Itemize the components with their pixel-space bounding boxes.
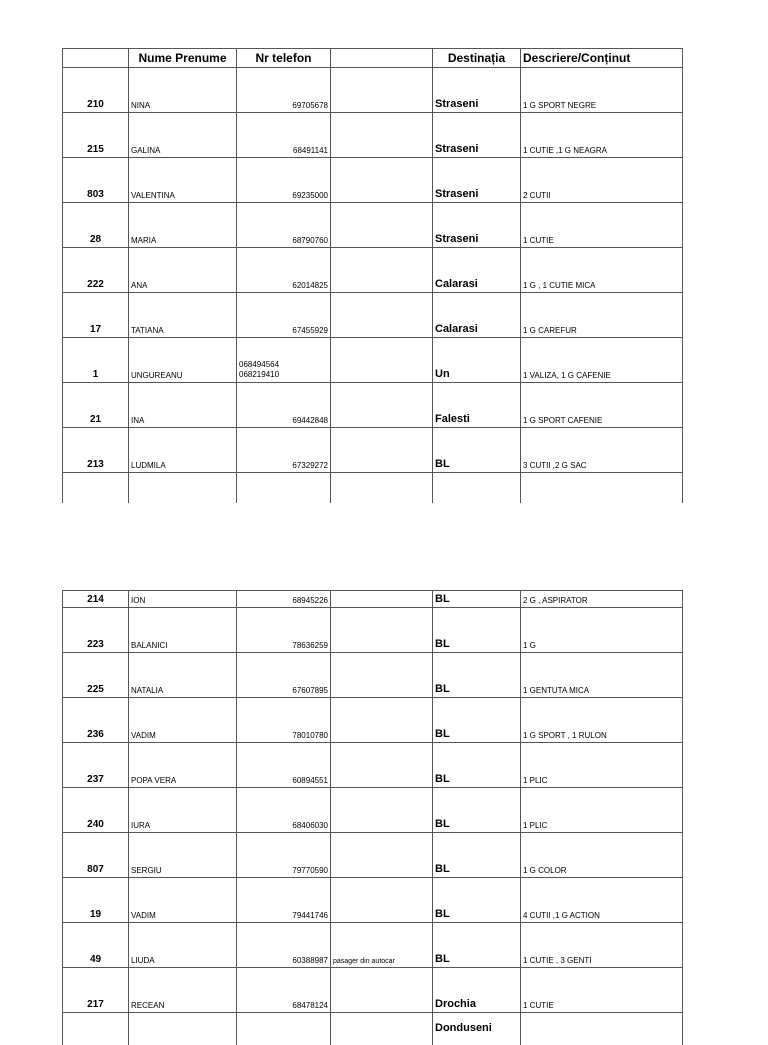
- row-destination: BL: [433, 608, 521, 653]
- row-phone: 68406030: [237, 788, 331, 833]
- header-descriere: Descriere/Conținut: [521, 49, 683, 68]
- row-name: ION: [129, 591, 237, 608]
- row-destination: Calarasi: [433, 293, 521, 338]
- row-description: 1 GENTUTA MICA: [521, 653, 683, 698]
- row-id: 240: [63, 788, 129, 833]
- row-phone: 69235000: [237, 158, 331, 203]
- row-phone: [237, 338, 331, 383]
- row-id: 236: [63, 698, 129, 743]
- table-row: [63, 788, 683, 833]
- table-page-1: [62, 48, 683, 503]
- table-row: [63, 428, 683, 473]
- row-id: 210: [63, 68, 129, 113]
- empty-cell: [63, 473, 129, 504]
- row-destination: Drochia: [433, 968, 521, 1013]
- row-description: 1 G SPORT , 1 RULON: [521, 698, 683, 743]
- table-row: [63, 878, 683, 923]
- row-name: NINA: [129, 68, 237, 113]
- row-destination: Un: [433, 338, 521, 383]
- row-id: 1: [63, 338, 129, 383]
- row-destination: BL: [433, 923, 521, 968]
- header-nume: Nume Prenume: [129, 49, 237, 68]
- row-note: [331, 698, 433, 743]
- row-destination: BL: [433, 788, 521, 833]
- row-description: 1 G , 1 CUTIE MICA: [521, 248, 683, 293]
- row-name: MARIA: [129, 203, 237, 248]
- row-note: [331, 203, 433, 248]
- table-row: [63, 203, 683, 248]
- row-id: 807: [63, 833, 129, 878]
- row-note: [331, 68, 433, 113]
- row-description: 1 G CAREFUR: [521, 293, 683, 338]
- row-destination: Donduseni: [433, 1013, 521, 1045]
- table-row: [63, 158, 683, 203]
- row-phone: 69705678: [237, 68, 331, 113]
- row-phone: 68478124: [237, 968, 331, 1013]
- row-name: LUDMILA: [129, 428, 237, 473]
- row-phone: 62014825: [237, 248, 331, 293]
- row-description: 1 G SPORT CAFENIE: [521, 383, 683, 428]
- row-id: 225: [63, 653, 129, 698]
- row-id: 214: [63, 591, 129, 608]
- row-note: [331, 591, 433, 608]
- row-description: 1 G: [521, 608, 683, 653]
- header-destinatia: Destinația: [433, 49, 521, 68]
- table-row: [63, 293, 683, 338]
- row-note: [331, 608, 433, 653]
- row-description: 1 CUTIE: [521, 203, 683, 248]
- row-name: RECEAN: [129, 968, 237, 1013]
- row-description: 1 CUTIE , 3 GENTI: [521, 923, 683, 968]
- row-id: 49: [63, 923, 129, 968]
- table-row: [63, 473, 683, 504]
- row-note: pasager din autocar: [331, 923, 433, 968]
- row-destination: BL: [433, 653, 521, 698]
- row-destination: BL: [433, 428, 521, 473]
- row-phone: 68945226: [237, 591, 331, 608]
- row-destination: Straseni: [433, 68, 521, 113]
- table-page-2: [62, 590, 683, 1045]
- row-description: 1 CUTIE: [521, 968, 683, 1013]
- row-name: VALENTINA: [129, 158, 237, 203]
- row-name: SERGIU: [129, 833, 237, 878]
- table-row: [63, 923, 683, 968]
- row-id: 213: [63, 428, 129, 473]
- row-id: 19: [63, 878, 129, 923]
- empty-cell: [521, 1013, 683, 1045]
- row-phone: 78636259: [237, 608, 331, 653]
- row-description: 3 CUTII ,2 G SAC: [521, 428, 683, 473]
- row-note: [331, 743, 433, 788]
- table-row: [63, 338, 683, 383]
- table-row: [63, 698, 683, 743]
- row-id: 215: [63, 113, 129, 158]
- row-note: [331, 158, 433, 203]
- row-note: [331, 653, 433, 698]
- row-description: 2 CUTII: [521, 158, 683, 203]
- row-note: [331, 968, 433, 1013]
- row-description: 4 CUTII ,1 G ACTION: [521, 878, 683, 923]
- row-destination: BL: [433, 878, 521, 923]
- row-note: [331, 338, 433, 383]
- empty-cell: [237, 1013, 331, 1045]
- row-id: 222: [63, 248, 129, 293]
- row-destination: BL: [433, 591, 521, 608]
- row-description: 1 G COLOR: [521, 833, 683, 878]
- row-note: [331, 788, 433, 833]
- row-destination: Straseni: [433, 158, 521, 203]
- row-description: 2 G , ASPIRATOR: [521, 591, 683, 608]
- empty-cell: [63, 1013, 129, 1045]
- row-phone-2: 068219410: [239, 370, 328, 380]
- table-row: [63, 1013, 683, 1045]
- table-row: [63, 743, 683, 788]
- row-note: [331, 428, 433, 473]
- row-name: LIUDA: [129, 923, 237, 968]
- row-description: 1 CUTIE ,1 G NEAGRA: [521, 113, 683, 158]
- row-name: TATIANA: [129, 293, 237, 338]
- row-phone-1: 068494564: [239, 360, 328, 370]
- row-name: IURA: [129, 788, 237, 833]
- row-note: [331, 113, 433, 158]
- row-id: 217: [63, 968, 129, 1013]
- empty-cell: [331, 473, 433, 504]
- row-destination: Straseni: [433, 203, 521, 248]
- table-row: [63, 248, 683, 293]
- row-phone: 67455929: [237, 293, 331, 338]
- row-phone: 69442848: [237, 383, 331, 428]
- row-destination: BL: [433, 698, 521, 743]
- empty-cell: [237, 473, 331, 504]
- empty-cell: [433, 473, 521, 504]
- row-name: POPA VERA: [129, 743, 237, 788]
- row-name: NATALIA: [129, 653, 237, 698]
- row-name: ANA: [129, 248, 237, 293]
- table-row: [63, 383, 683, 428]
- row-phone: 60894551: [237, 743, 331, 788]
- row-note: [331, 833, 433, 878]
- row-description: 1 PLIC: [521, 788, 683, 833]
- row-name: INA: [129, 383, 237, 428]
- row-name: VADIM: [129, 878, 237, 923]
- row-id: 237: [63, 743, 129, 788]
- table-row: [63, 833, 683, 878]
- empty-cell: [331, 1013, 433, 1045]
- empty-cell: [129, 473, 237, 504]
- row-phone: 60388987: [237, 923, 331, 968]
- row-destination: BL: [433, 833, 521, 878]
- row-phone: 68790760: [237, 203, 331, 248]
- row-destination: BL: [433, 743, 521, 788]
- row-phone: 79441746: [237, 878, 331, 923]
- table-row: [63, 968, 683, 1013]
- row-id: 223: [63, 608, 129, 653]
- empty-cell: [521, 473, 683, 504]
- table-row: [63, 608, 683, 653]
- row-note: [331, 248, 433, 293]
- row-destination: Falesti: [433, 383, 521, 428]
- header-cell-id: [63, 49, 129, 68]
- row-id: 21: [63, 383, 129, 428]
- row-note: [331, 878, 433, 923]
- row-phone: 67607895: [237, 653, 331, 698]
- row-note: [331, 383, 433, 428]
- row-id: 28: [63, 203, 129, 248]
- header-note: [331, 49, 433, 68]
- header-telefon: Nr telefon: [237, 49, 331, 68]
- row-destination: Straseni: [433, 113, 521, 158]
- row-description: 1 G SPORT NEGRE: [521, 68, 683, 113]
- row-phone: 68491141: [237, 113, 331, 158]
- row-description: 1 PLIC: [521, 743, 683, 788]
- row-name: UNGUREANU: [129, 338, 237, 383]
- row-phone: 67329272: [237, 428, 331, 473]
- table-header: [63, 49, 683, 68]
- row-id: 17: [63, 293, 129, 338]
- row-name: GALINA: [129, 113, 237, 158]
- row-destination: Calarasi: [433, 248, 521, 293]
- row-description: 1 VALIZA, 1 G CAFENIE: [521, 338, 683, 383]
- table-row: [63, 591, 683, 608]
- row-id: 803: [63, 158, 129, 203]
- table-row: [63, 653, 683, 698]
- row-name: BALANICI: [129, 608, 237, 653]
- row-note: [331, 293, 433, 338]
- table-row: [63, 113, 683, 158]
- empty-cell: [129, 1013, 237, 1045]
- row-phone: 78010780: [237, 698, 331, 743]
- row-phone: 79770590: [237, 833, 331, 878]
- table-row: [63, 68, 683, 113]
- row-name: VADIM: [129, 698, 237, 743]
